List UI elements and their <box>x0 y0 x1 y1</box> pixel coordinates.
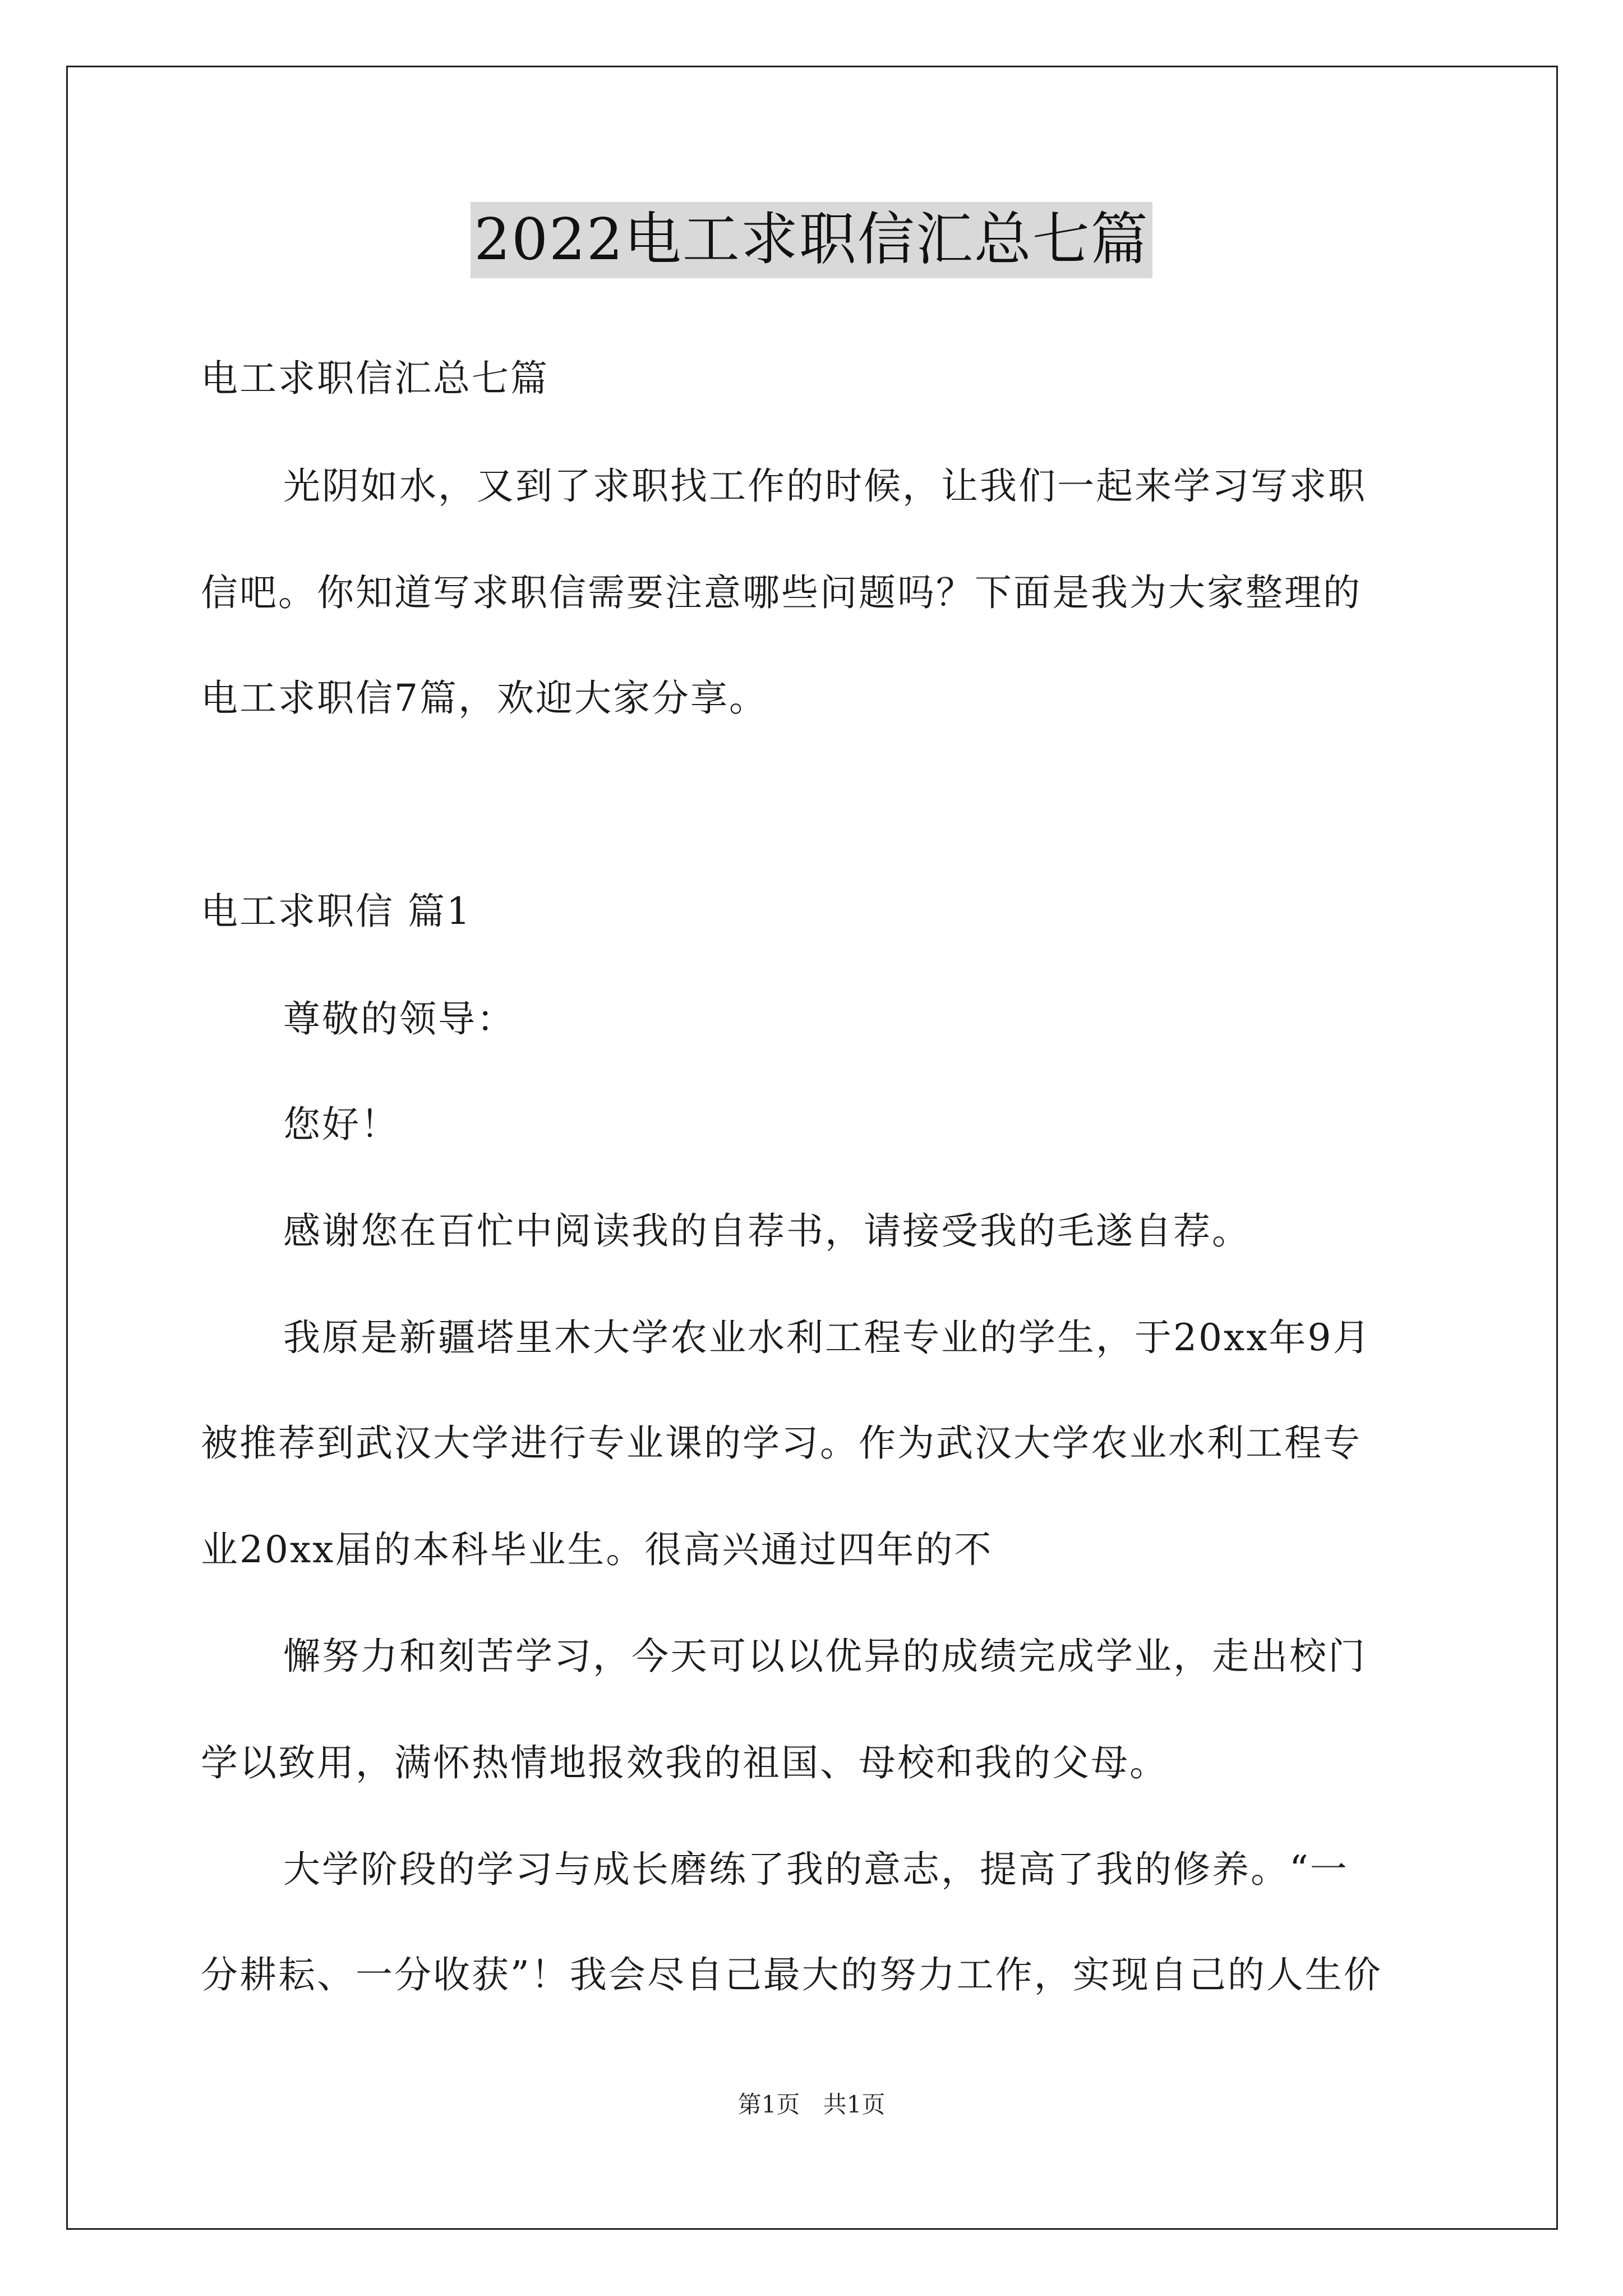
body-line: 我原是新疆塔里木大学农业水利工程专业的学生，于20xx年9月 <box>283 1316 1372 1359</box>
body-line: 学以致用，满怀热情地报效我的祖国、母校和我的父母。 <box>201 1741 1168 1784</box>
intro-line: 光阴如水，又到了求职找工作的时候，让我们一起来学习写求职 <box>283 464 1367 508</box>
greeting: 您好！ <box>283 1103 399 1146</box>
title-container <box>0 202 1623 278</box>
page-footer <box>0 2088 1623 2122</box>
body-line: 懈努力和刻苦学习，今天可以以优异的成绩完成学业，走出校门 <box>283 1635 1367 1678</box>
body-line: 被推荐到武汉大学进行专业课的学习。作为武汉大学农业水利工程专 <box>201 1421 1362 1465</box>
page-number: 第1页 <box>737 2091 800 2118</box>
salutation: 尊敬的领导： <box>283 997 515 1041</box>
document-title: 2022电工求职信汇总七篇 <box>471 202 1152 278</box>
intro-line: 信吧。你知道写求职信需要注意哪些问题吗？下面是我为大家整理的 <box>201 571 1362 614</box>
intro-line: 电工求职信7篇，欢迎大家分享。 <box>201 677 768 720</box>
section-heading: 电工求职信 篇1 <box>201 890 472 933</box>
body-line: 分耕耘、一分收获”！我会尽自己最大的努力工作，实现自己的人生价 <box>201 1953 1382 1996</box>
body-line: 大学阶段的学习与成长磨练了我的意志，提高了我的修养。“一 <box>283 1848 1349 1891</box>
page-total: 共1页 <box>823 2091 886 2118</box>
document-subtitle: 电工求职信汇总七篇 <box>201 357 549 400</box>
body-line: 业20xx届的本科毕业生。很高兴通过四年的不 <box>201 1528 993 1571</box>
body-line: 感谢您在百忙中阅读我的自荐书，请接受我的毛遂自荐。 <box>283 1209 1251 1253</box>
